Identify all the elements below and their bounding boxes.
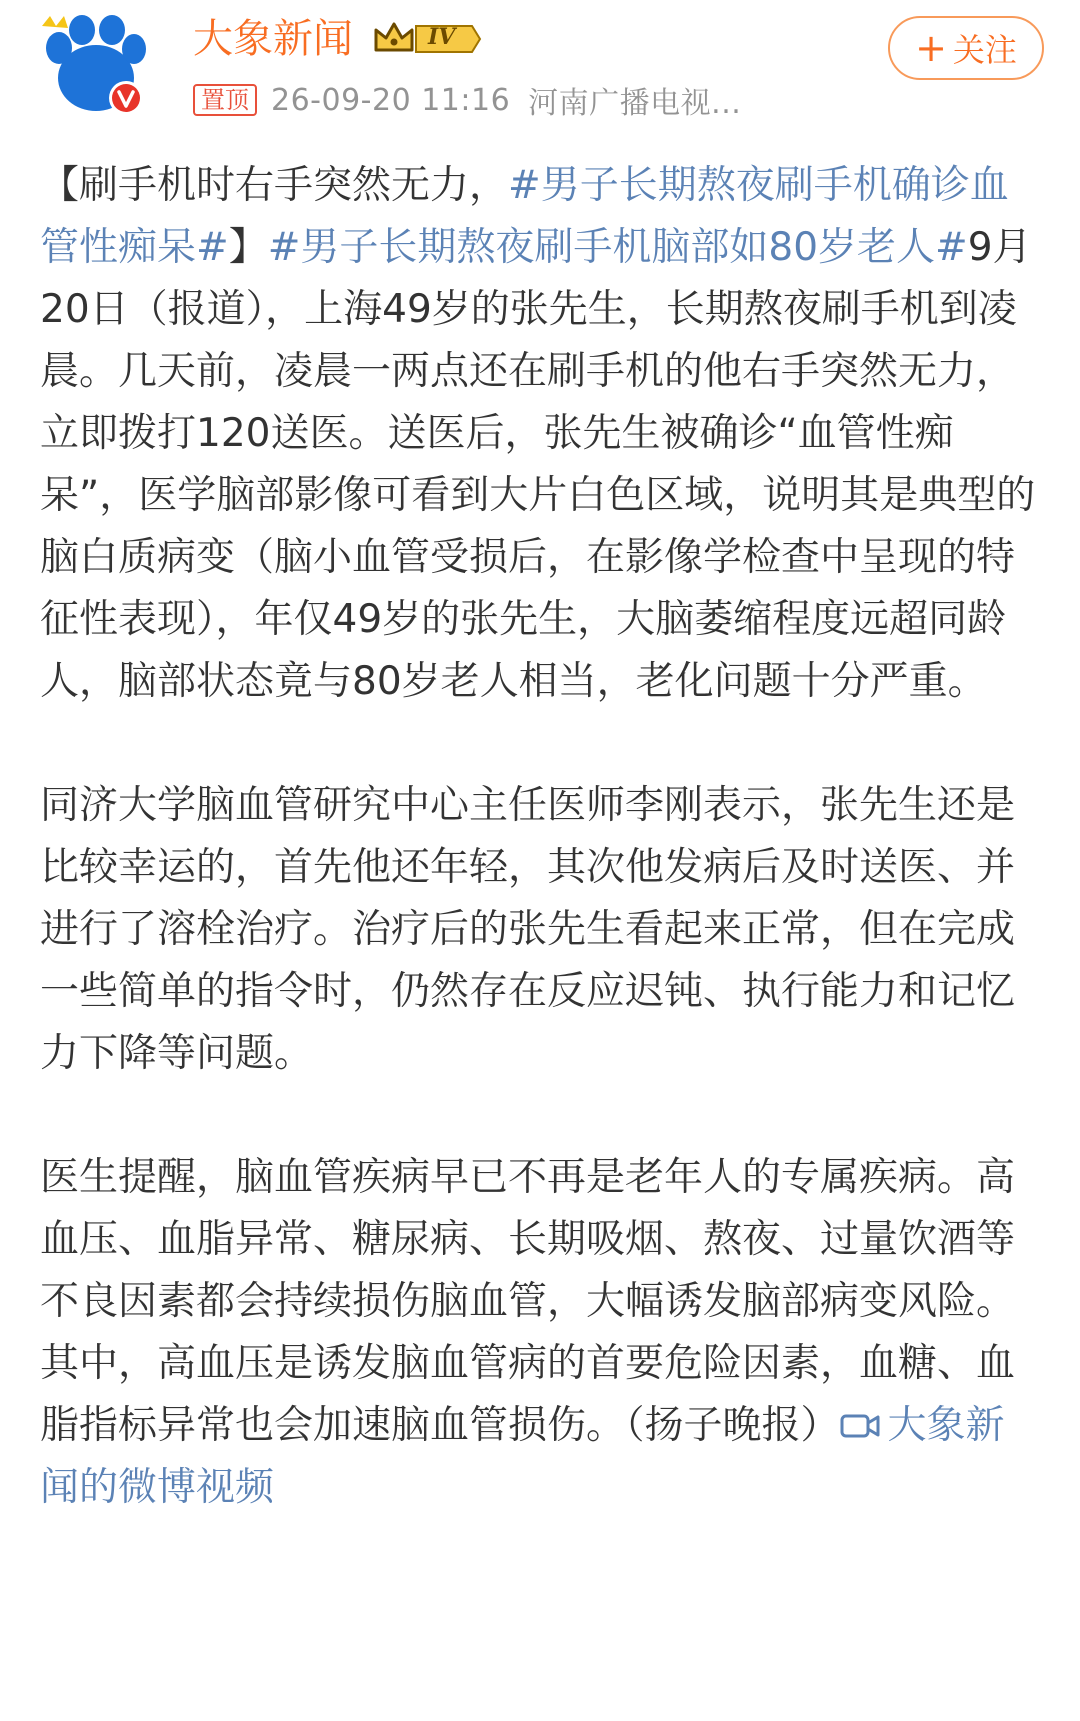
author-name[interactable]: 大象新闻 — [193, 16, 353, 62]
pinned-badge: 置顶 — [193, 84, 257, 116]
paragraph-text: 医生提醒，脑血管疾病早已不再是老年人的专属疾病。高血压、血脂异常、糖尿病、长期吸烟、熬夜、过量饮酒等不良因素都会持续损伤脑血管，大幅诱发脑部病变风险。其中，高血压是诱发脑血管病的首要危险因素，血糖、血脂指标异常也会加速脑血管损伤。（扬子晚报） — [40, 1155, 1016, 1448]
post-meta — [193, 80, 741, 120]
post-header — [0, 0, 1080, 130]
follow-label: 关注 — [952, 31, 1017, 69]
post-body — [40, 155, 1040, 1519]
paragraph-text: 9月20日（报道），上海49岁的张先生，长期熬夜刷手机到凌晨。几天前，凌晨一两点还在刷手机的他右手突然无力，立即拨打120送医。送医后，张先生被确诊“血管性痴呆”，医学脑部影像可看到大片白色区域，说明其是典型的脑白质病变（脑小血管受损后，在影像学检查中呈现的特征性表现），年仅49岁的张先生，大脑萎缩程度远超同龄人，脑部状态竟与80岁老人相当，老化问题十分严重。 — [40, 225, 1036, 704]
bracket-close: 】 — [228, 225, 268, 270]
follow-button[interactable] — [888, 16, 1044, 80]
verified-icon — [109, 81, 143, 115]
crown-level-icon — [372, 20, 482, 58]
hashtag-link[interactable]: #男子长期熬夜刷手机脑部如80岁老人# — [267, 225, 968, 270]
paragraph-3 — [40, 1147, 1040, 1519]
headline-text: 【刷手机时右手突然无力， — [40, 163, 509, 208]
post-source: 河南广播电视... — [528, 86, 742, 121]
level-badge — [372, 20, 482, 58]
paragraph-1 — [40, 155, 1040, 713]
hashtag-link[interactable]: #男子长期熬夜刷手机确诊血管性痴呆# — [40, 163, 1009, 270]
avatar-logo-icon — [40, 12, 150, 122]
video-link-label: 大象新闻的微博视频 — [40, 1403, 1005, 1510]
video-camera-icon — [840, 1411, 880, 1441]
post-timestamp: 26-09-20 11:16 — [271, 82, 511, 118]
paragraph-2: 同济大学脑血管研究中心主任医师李刚表示，张先生还是比较幸运的，首先他还年轻，其次他发病后及时送医、并进行了溶栓治疗。治疗后的张先生看起来正常，但在完成一些简单的指令时，仍然存在反应迟钝、执行能力和记忆力下降等问题。 — [40, 783, 1016, 1076]
avatar[interactable] — [40, 12, 150, 122]
plus-icon: + — [915, 26, 947, 70]
level-text: IV — [428, 24, 456, 50]
